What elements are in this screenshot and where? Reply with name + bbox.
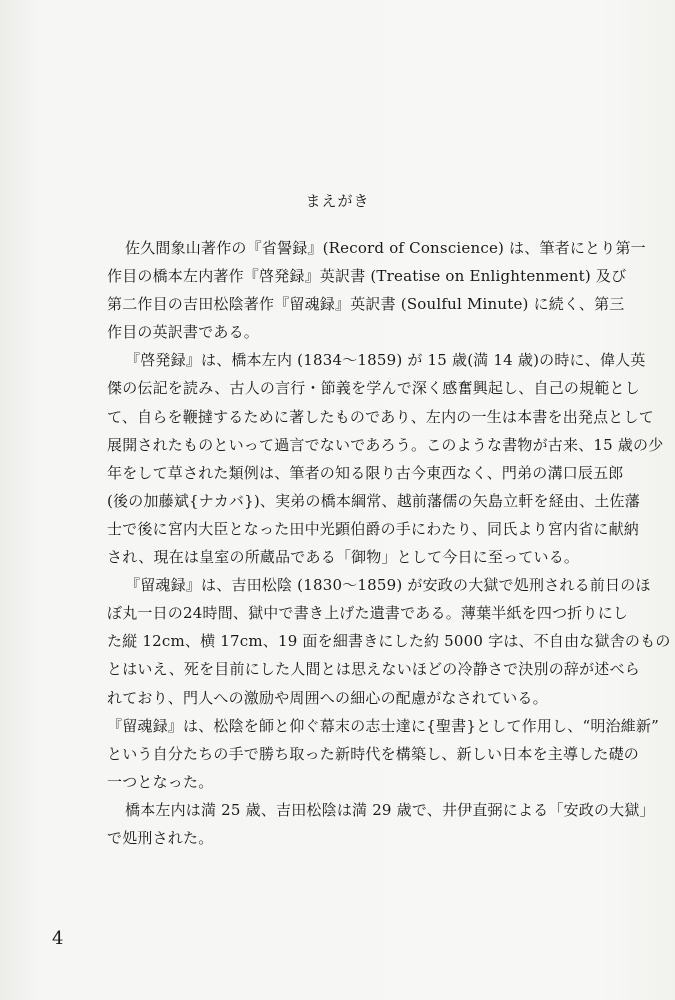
text-line: 傑の伝記を読み、古人の言行・節義を学んで深く感奮興起し、自己の規範とし	[107, 379, 640, 398]
text-line: 佐久間象山著作の『省諐録』(Record of Conscience) は、筆者にとり第一	[125, 239, 646, 257]
text-line: ぼ丸一日の24時間、獄中で書き上げた遺書である。薄葉半紙を四つ折りにし	[107, 604, 629, 623]
body-text	[107, 234, 671, 852]
text-line: で処刑された。	[107, 828, 214, 847]
text-line: (後の加藤斌{ナカバ})、実弟の橋本綱常、越前藩儒の矢島立軒を経由、土佐藩	[107, 491, 640, 510]
text-line: 士で後に宮内大臣となった田中光顕伯爵の手にわたり、同氏より宮内省に献納	[107, 519, 640, 538]
page-title: まえがき	[305, 192, 370, 210]
text-line: 『啓発録』は、橋本左内 (1834〜1859) が 15 歳(満 14 歳)の時に、偉人英	[125, 351, 646, 370]
text-line: て、自らを鞭撻するために著したものであり、左内の一生は本書を出発点として	[107, 407, 654, 426]
text-line: 作目の英訳書である。	[107, 323, 260, 342]
text-line: 展開されたものといって過言でないであろう。このような書物が古来、15 歳の少	[107, 435, 664, 454]
text-line: され、現在は皇室の所蔵品である「御物」として今日に至っている。	[107, 548, 580, 567]
page-number: 4	[52, 928, 64, 949]
text-line: 『留魂録』は、松陰を師と仰ぐ幕末の志士達に{聖書}として作用し、“明治維新”	[107, 716, 660, 735]
text-line: た縦 12cm、横 17cm、19 面を細書きにした約 5000 字は、不自由な獄舎のもの	[107, 632, 671, 651]
text-line: とはいえ、死を目前にした人間とは思えないほどの冷静さで決別の辞が述べら	[107, 660, 640, 679]
text-line: 第二作目の吉田松陰著作『留魂録』英訳書 (Soulful Minute) に続く、第三	[107, 295, 625, 314]
text-line: という自分たちの手で勝ち取った新時代を構築し、新しい日本を主導した礎の	[107, 744, 640, 763]
text-line: 年をして草された類例は、筆者の知る限り古今東西なく、門弟の溝口辰五郎	[107, 463, 624, 482]
text-line: れており、門人への激励や周囲への細心の配慮がなされている。	[107, 688, 548, 707]
text-line: 橋本左内は満 25 歳、吉田松陰は満 29 歳で、井伊直弼による「安政の大獄」	[125, 800, 655, 819]
text-line: 作目の橋本左内著作『啓発録』英訳書 (Treatise on Enlightenment) 及び	[107, 267, 627, 286]
text-line: 『留魂録』は、吉田松陰 (1830〜1859) が安政の大獄で処刑される前日のほ	[125, 576, 651, 595]
text-line: 一つとなった。	[107, 772, 214, 791]
